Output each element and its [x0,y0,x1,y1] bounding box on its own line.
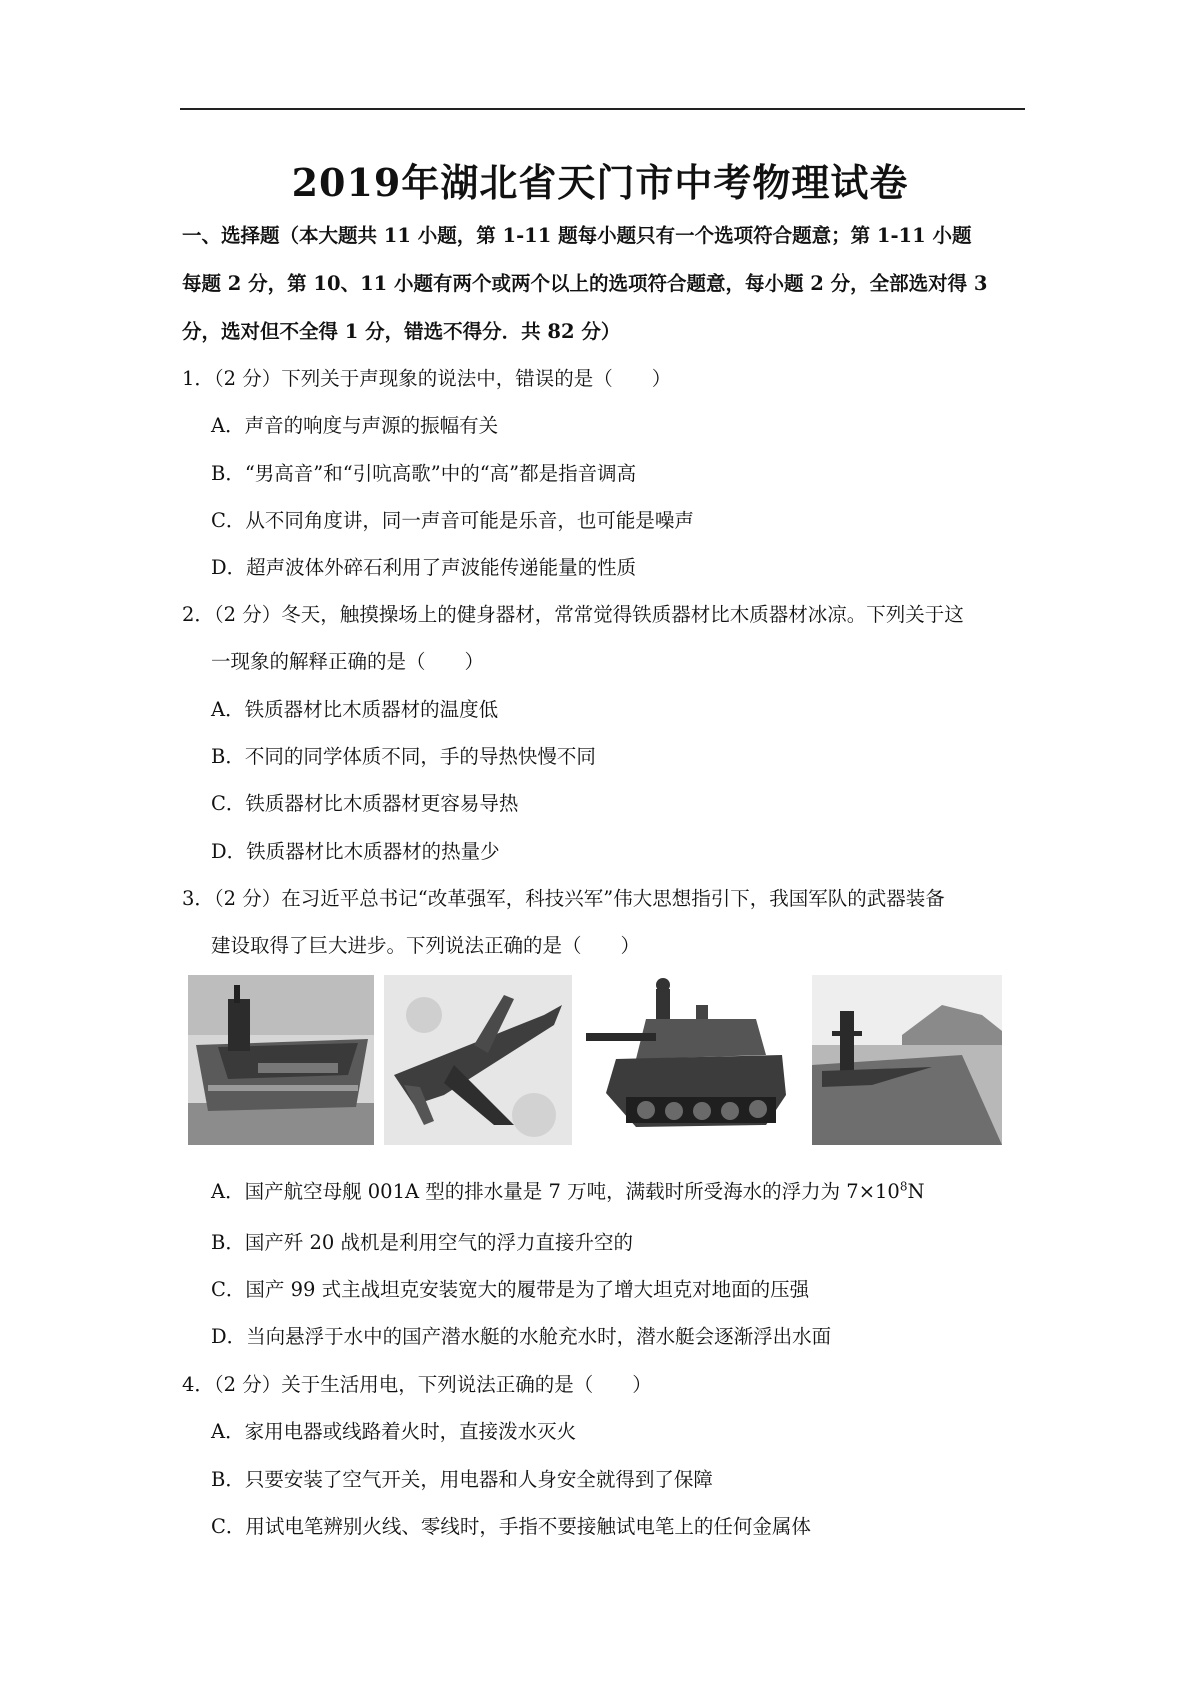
question-2-stem-line-2: 一现象的解释正确的是（ ） [211,650,485,673]
question-1-stem: 1．（2 分）下列关于声现象的说法中，错误的是（ ） [182,367,672,390]
question-3-stem-line-2: 建设取得了巨大进步。下列说法正确的是（ ） [211,934,641,957]
page-title: 2019年湖北省天门市中考物理试卷 [291,160,909,205]
header-rule [180,108,1025,110]
fighter-jet-image [384,975,572,1145]
section-header-line-3: 分，选对但不全得 1 分，错选不得分．共 82 分） [182,320,621,343]
question-1-option-d: D．超声波体外碎石利用了声波能传递能量的性质 [211,556,637,579]
aircraft-carrier-image [188,975,374,1145]
question-3-option-b: B．国产歼 20 战机是利用空气的浮力直接升空的 [211,1231,634,1254]
question-4-option-b: B．只要安装了空气开关，用电器和人身安全就得到了保障 [211,1468,713,1491]
question-4-option-a: A．家用电器或线路着火时，直接泼水灭火 [211,1420,577,1443]
question-2-option-a: A．铁质器材比木质器材的温度低 [211,698,499,721]
question-1-option-b: B．“男高音”和“引吭高歌”中的“高”都是指音调高 [211,462,637,485]
question-3-option-a-unit: N [907,1180,925,1203]
question-3-option-c: C．国产 99 式主战坦克安装宽大的履带是为了增大坦克对地面的压强 [211,1278,810,1301]
question-2-option-b: B．不同的同学体质不同，手的导热快慢不同 [211,745,596,768]
question-2-option-d: D．铁质器材比木质器材的热量少 [211,840,500,863]
question-4-stem: 4．（2 分）关于生活用电，下列说法正确的是（ ） [182,1373,652,1396]
section-header-line-1: 一、选择题（本大题共 11 小题，第 1-11 题每小题只有一个选项符合题意；第 1-11 小题 [182,224,972,247]
question-2-stem-line-1: 2．（2 分）冬天，触摸操场上的健身器材，常常觉得铁质器材比木质器材冰凉。下列关于这 [182,603,964,626]
section-header-line-2: 每题 2 分，第 10、11 小题有两个或两个以上的选项符合题意，每小题 2 分，全部选对得 3 [182,272,988,295]
question-1-option-a: A．声音的响度与声源的振幅有关 [211,414,499,437]
question-3-option-a [211,1178,925,1206]
question-3-option-a-text: A．国产航空母舰 001A 型的排水量是 7 万吨，满载时所受海水的浮力为 7×10 [211,1180,900,1203]
question-4-option-c: C．用试电笔辨别火线、零线时，手指不要接触试电笔上的任何金属体 [211,1515,811,1538]
submarine-image [812,975,1002,1145]
question-3-stem-line-1: 3．（2 分）在习近平总书记“改革强军，科技兴军”伟大思想指引下，我国军队的武器装备 [182,887,945,910]
battle-tank-image [586,975,791,1145]
question-1-option-c: C．从不同角度讲，同一声音可能是乐音，也可能是噪声 [211,509,694,532]
question-3-option-d: D．当向悬浮于水中的国产潜水艇的水舱充水时，潜水艇会逐渐浮出水面 [211,1325,832,1348]
question-2-option-c: C．铁质器材比木质器材更容易导热 [211,792,519,815]
question-3-option-a-exponent: 8 [899,1179,908,1194]
